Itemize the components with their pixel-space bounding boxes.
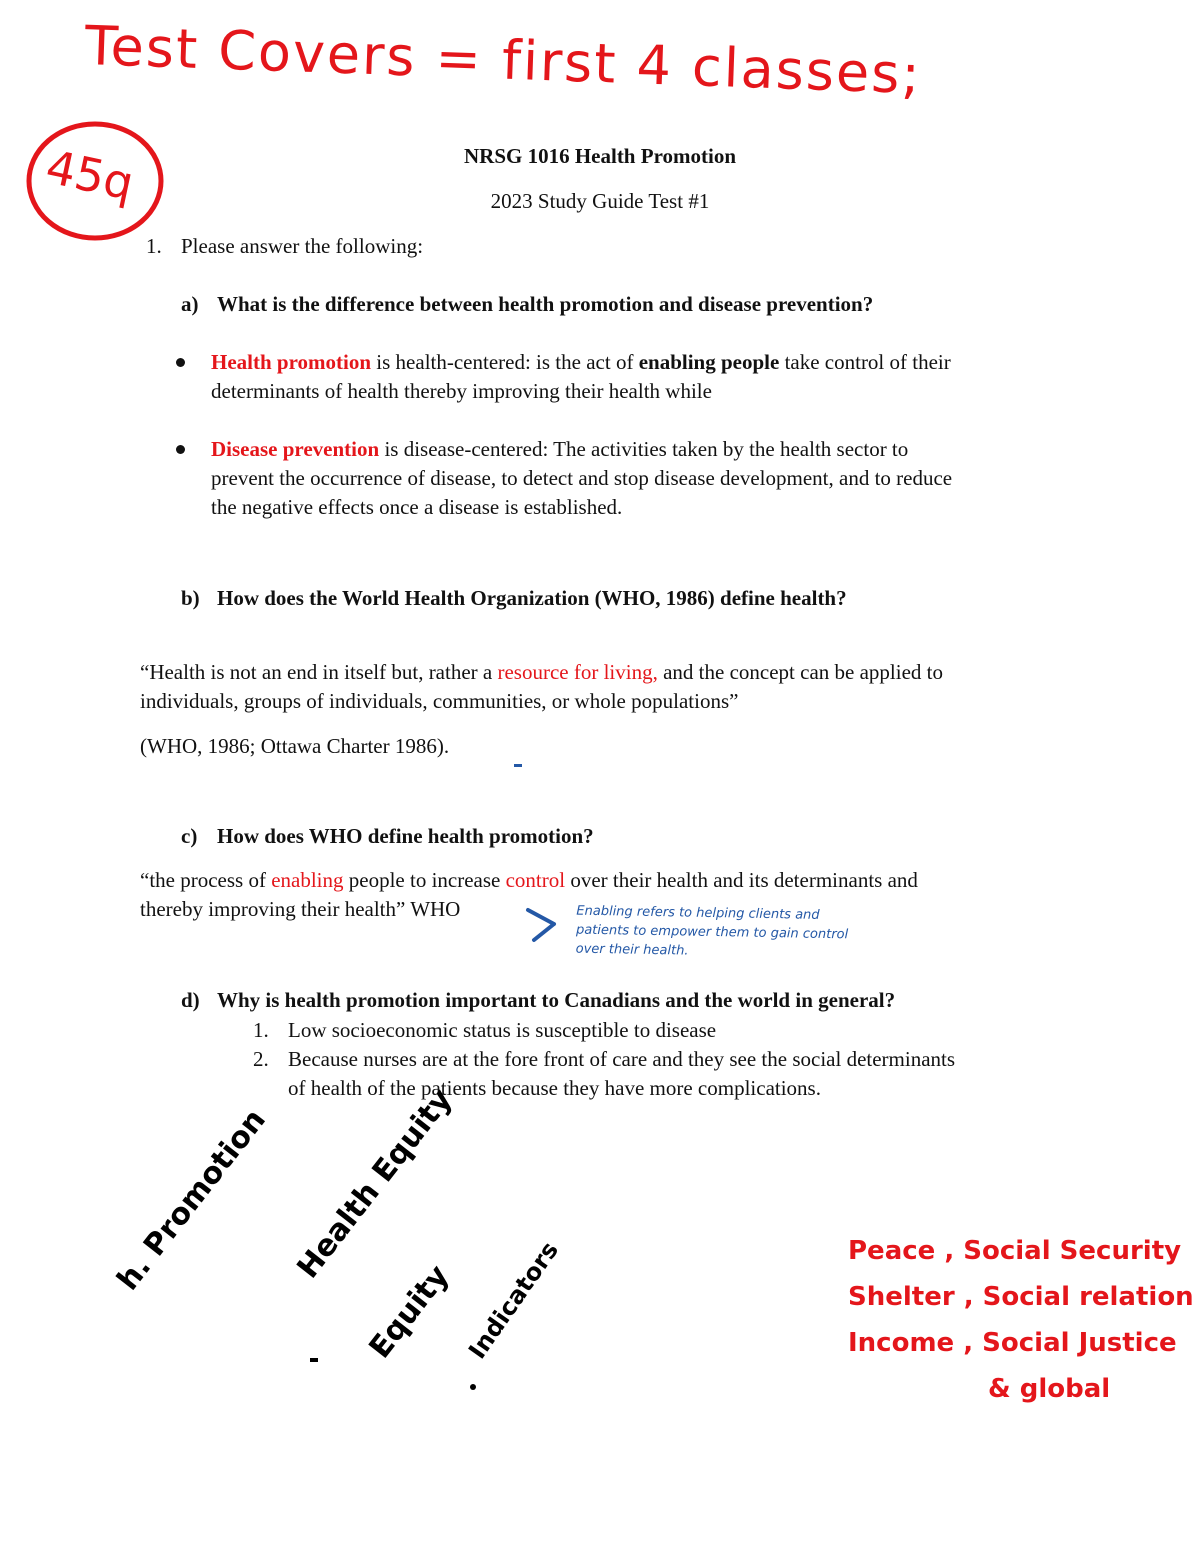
question-b-label: b) xyxy=(181,586,200,610)
quote-highlight: resource for living, xyxy=(497,660,658,684)
handwritten-right-notes xyxy=(848,1228,1194,1412)
list-item-text xyxy=(288,1045,955,1103)
blue-dot-mark xyxy=(514,764,522,767)
item-number: 1. xyxy=(146,234,162,258)
question-d-text: Why is health promotion important to Canadians and the world in general? xyxy=(217,988,896,1012)
scribble-dot xyxy=(470,1384,476,1390)
quote-text: thereby improving their health” WHO xyxy=(140,897,461,921)
list-item-number: 1. xyxy=(253,1018,269,1042)
quote-text: individuals, groups of individuals, communities, or whole populations” xyxy=(140,689,739,713)
who-citation: (WHO, 1986; Ottawa Charter 1986). xyxy=(140,734,450,758)
bullet-health-promotion xyxy=(211,348,951,406)
quote-highlight: control xyxy=(505,868,566,892)
term-health-promotion: Health promotion xyxy=(211,350,372,374)
question-d-label: d) xyxy=(181,988,200,1012)
bullet-text: is health-centered: is the act of xyxy=(371,350,639,374)
quote-text: and the concept can be applied to xyxy=(657,660,943,684)
note-line: over their health. xyxy=(575,941,689,959)
note-line: Enabling refers to helping clients and xyxy=(576,903,820,923)
blue-handwritten-note xyxy=(576,902,849,964)
question-a-label: a) xyxy=(181,292,199,316)
bullet-text: determinants of health thereby improving their health while xyxy=(211,379,712,403)
note-line: patients to empower them to gain control xyxy=(575,922,849,943)
scribble-dot xyxy=(310,1358,318,1362)
note-line: Peace , Social Security xyxy=(848,1236,1182,1266)
quote-text: people to increase xyxy=(343,868,506,892)
handwritten-top-note: Test Covers = first 4 classes; xyxy=(83,14,923,107)
scribble-word: Equity xyxy=(362,1258,457,1365)
bullet-text: take control of their xyxy=(779,350,951,374)
circle-note: 45q xyxy=(41,139,139,211)
scribble-word: Health Equity xyxy=(290,1082,460,1285)
term-disease-prevention: Disease prevention xyxy=(211,437,380,461)
question-c-text: How does WHO define health promotion? xyxy=(217,824,594,848)
note-line: Shelter , Social relation xyxy=(848,1282,1194,1312)
question-b-text: How does the World Health Organization (WHO, 1986) define health? xyxy=(217,586,847,610)
list-line: of health of the patients because they have more complications. xyxy=(288,1076,821,1100)
quote-text: “the process of xyxy=(140,868,272,892)
question-a-text: What is the difference between health promotion and disease prevention? xyxy=(217,292,874,316)
list-line: Because nurses are at the fore front of care and they see the social determinants xyxy=(288,1047,956,1071)
quote-highlight: enabling xyxy=(271,868,344,892)
quote-text: over their health and its determinants and xyxy=(565,868,918,892)
scribble-word: Indicators xyxy=(463,1236,564,1364)
bullet-text: is disease-centered: The activities taken by the health sector to xyxy=(379,437,909,461)
bullet-text: the negative effects once a disease is established. xyxy=(211,495,623,519)
bullet-disease-prevention xyxy=(211,435,952,522)
list-item-number: 2. xyxy=(253,1047,269,1071)
note-line: Income , Social Justice xyxy=(848,1328,1177,1358)
bullet-dot xyxy=(176,358,185,367)
scribble-word: h. Promotion xyxy=(110,1102,273,1297)
bullet-text: prevent the occurrence of disease, to detect and stop disease development, and to reduce xyxy=(211,466,953,490)
question-c-label: c) xyxy=(181,824,198,848)
quote-text: “Health is not an end in itself but, rather a xyxy=(140,660,498,684)
bold-text: enabling people xyxy=(638,350,780,374)
who-health-quote xyxy=(140,658,943,716)
list-item-text: Low socioeconomic status is susceptible to disease xyxy=(288,1018,717,1042)
page-title: NRSG 1016 Health Promotion xyxy=(463,144,737,168)
item-text: Please answer the following: xyxy=(181,234,424,258)
bullet-dot xyxy=(176,445,185,454)
blue-arrow-icon xyxy=(524,904,564,944)
page-subtitle: 2023 Study Guide Test #1 xyxy=(490,189,710,213)
note-line: & global xyxy=(988,1374,1111,1404)
